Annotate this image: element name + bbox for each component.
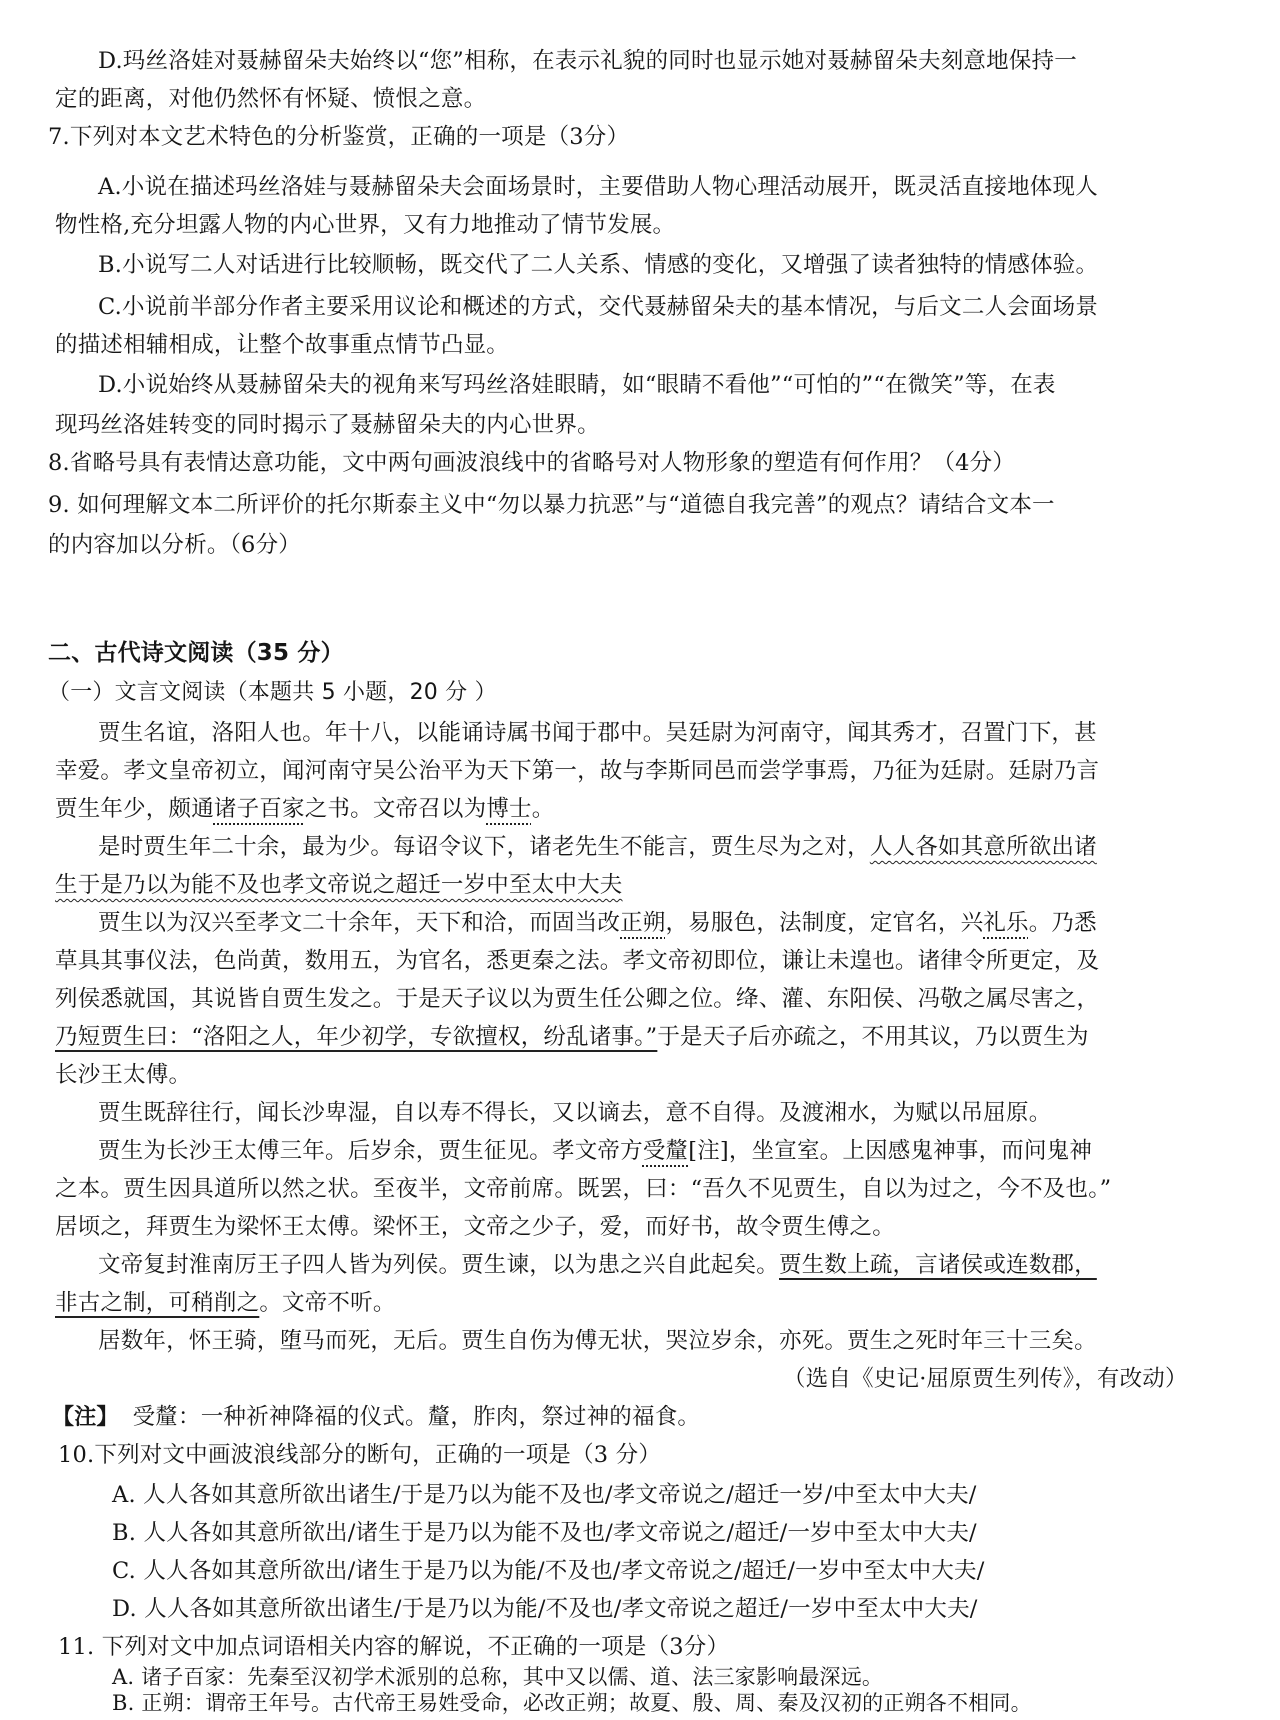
footnote-text: 受釐：一种祈神降福的仪式。釐，胙肉，祭过神的福食。 bbox=[132, 1404, 701, 1430]
passage-p6-line1 bbox=[98, 1250, 1097, 1280]
q11-option-b: B. 正朔：谓帝王年号。古代帝王易姓受命，必改正朔；故夏、殷、周、秦及汉初的正朔各不相同。 bbox=[112, 1691, 1032, 1715]
q7-stem: 7.下列对本文艺术特色的分析鉴赏，正确的一项是（3分） bbox=[48, 124, 630, 150]
passage-p3-line3: 列侯悉就国，其说皆自贾生发之。于是天子议以为贾生任公卿之位。绛、灌、东阳侯、冯敬之属尽害之， bbox=[55, 986, 1100, 1012]
q7-option-d-line1: D.小说始终从聂赫留朵夫的视角来写玛丝洛娃眼睛，如“眼睛不看他”“可怕的”“在微笑”等，在表 bbox=[98, 372, 1056, 398]
passage-text: ，易服色，法制度，定官名，兴 bbox=[665, 910, 984, 936]
footnote-label: 【注】 bbox=[52, 1405, 119, 1430]
q8-stem: 8.省略号具有表情达意功能，文中两句画波浪线中的省略号对人物形象的塑造有何作用？（4分） bbox=[48, 450, 1016, 476]
dotted-term-liyue: 礼乐 bbox=[983, 910, 1029, 936]
q10-option-b: B. 人人各如其意所欲出/诸生于是乃以为能不及也/孝文帝说之/超迁/一岁中至太中大夫/ bbox=[112, 1520, 977, 1546]
passage-p3-line4 bbox=[55, 1022, 1089, 1052]
passage-text: 。文帝不听。 bbox=[259, 1290, 396, 1316]
passage-p7: 居数年，怀王骑，堕马而死，无后。贾生自伤为傅无状，哭泣岁余，亦死。贾生之死时年三十三矣。 bbox=[98, 1328, 1097, 1354]
passage-text: 。 bbox=[531, 796, 555, 822]
q6-option-d-line1: D.玛丝洛娃对聂赫留朵夫始终以“您”相称，在表示礼貌的同时也显示她对聂赫留朵夫刻意地保持一 bbox=[98, 48, 1077, 74]
q10-option-c: C. 人人各如其意所欲出/诸生于是乃以为能/不及也/孝文帝说之/超迁/一岁中至太中大夫/ bbox=[112, 1558, 985, 1584]
q7-option-a-line1: A.小说在描述玛丝洛娃与聂赫留朵夫会面场景时，主要借助人物心理活动展开，既灵活直接地体现人 bbox=[98, 174, 1098, 200]
passage-p5-line2: 之本。贾生因具道所以然之状。至夜半，文帝前席。既罢，曰：“吾久不见贾生，自以为过之，今不及也。” bbox=[55, 1176, 1112, 1202]
dotted-term-zhengshuo: 正朔 bbox=[620, 910, 666, 936]
solid-underline-text: 贾生数上疏，言诸侯或连数郡， bbox=[779, 1252, 1097, 1278]
passage-p5-line3: 居顷之，拜贾生为梁怀王太傅。梁怀王，文帝之少子，爱，而好书，故令贾生傅之。 bbox=[55, 1214, 895, 1240]
passage-text: 是时贾生年二十余，最为少。每诏令议下，诸老先生不能言，贾生尽为之对， bbox=[98, 834, 870, 860]
passage-p2-line2 bbox=[55, 870, 623, 900]
q11-stem: 11. 下列对文中加点词语相关内容的解说，不正确的一项是（3分） bbox=[58, 1634, 730, 1660]
passage-text: 贾生以为汉兴至孝文二十余年，天下和洽，而固当改 bbox=[98, 910, 621, 936]
passage-text: 于是天子后亦疏之，不用其议，乃以贾生为 bbox=[657, 1024, 1089, 1050]
dotted-term-shouxi: 受釐 bbox=[642, 1138, 689, 1164]
passage-text: 贾生年少，颇通 bbox=[55, 796, 214, 822]
passage-p1-line3 bbox=[55, 794, 554, 824]
q7-option-c-line1: C.小说前半部分作者主要采用议论和概述的方式，交代聂赫留朵夫的基本情况，与后文二人会面场景 bbox=[98, 294, 1099, 320]
passage-p3-line1 bbox=[98, 908, 1097, 938]
passage-text: 贾生为长沙王太傅三年。后岁余，贾生征见。孝文帝方 bbox=[98, 1138, 643, 1164]
passage-text: 。乃悉 bbox=[1028, 910, 1097, 936]
section-2-subtitle: （一）文言文阅读（本题共 5 小题，20 分 ） bbox=[48, 680, 497, 705]
solid-underline-text: 非古之制，可稍削之 bbox=[55, 1290, 260, 1316]
passage-text: 之书。文帝召以为 bbox=[304, 796, 487, 822]
q9-stem-line2: 的内容加以分析。（6分） bbox=[48, 532, 301, 558]
passage-text: ，坐宣室。上因感鬼神事，而问鬼神 bbox=[728, 1138, 1093, 1164]
passage-p4: 贾生既辞往行，闻长沙卑湿，自以寿不得长，又以谪去，意不自得。及渡湘水，为赋以吊屈原。 bbox=[98, 1100, 1052, 1126]
note-marker: [注] bbox=[688, 1138, 729, 1164]
passage-p6-line2 bbox=[55, 1288, 396, 1318]
q7-option-d-line2: 现玛丝洛娃转变的同时揭示了聂赫留朵夫的内心世界。 bbox=[55, 412, 600, 438]
q10-option-a: A. 人人各如其意所欲出诸生/于是乃以为能不及也/孝文帝说之/超迁一岁/中至太中大夫/ bbox=[112, 1482, 977, 1508]
passage-p5-line1 bbox=[98, 1136, 1092, 1166]
wavy-underline-text: 生于是乃以为能不及也孝文帝说之超迁一岁中至太中大夫 bbox=[55, 872, 623, 898]
q11-option-a: A. 诸子百家：先秦至汉初学术派别的总称，其中又以儒、道、法三家影响最深远。 bbox=[112, 1665, 884, 1689]
passage-p3-line2: 草具其事仪法，色尚黄，数用五，为官名，悉更秦之法。孝文帝初即位，谦让未遑也。诸律令所更定，及 bbox=[55, 948, 1100, 974]
footnote bbox=[52, 1402, 700, 1433]
q6-option-d-line2: 定的距离，对他仍然怀有怀疑、愤恨之意。 bbox=[55, 86, 487, 112]
section-2-title: 二、古代诗文阅读（35 分） bbox=[48, 640, 344, 666]
q7-option-b: B.小说写二人对话进行比较顺畅，既交代了二人关系、情感的变化，又增强了读者独特的情感体验。 bbox=[98, 252, 1099, 278]
passage-source: （选自《史记·屈原贾生列传》，有改动） bbox=[783, 1366, 1188, 1392]
passage-p3-line5: 长沙王太傅。 bbox=[55, 1062, 192, 1088]
passage-p1-line1: 贾生名谊，洛阳人也。年十八，以能诵诗属书闻于郡中。吴廷尉为河南守，闻其秀才，召置门下，甚 bbox=[98, 720, 1097, 746]
q10-option-d: D. 人人各如其意所欲出诸生/于是乃以为能/不及也/孝文帝说之超迁/一岁中至太中大夫/ bbox=[112, 1596, 978, 1622]
passage-p2-line1 bbox=[98, 832, 1097, 862]
q9-stem-line1: 9. 如何理解文本二所评价的托尔斯泰主义中“勿以暴力抗恶”与“道德自我完善”的观点？请结合文本一 bbox=[48, 492, 1055, 518]
wavy-underline-text: 人人各如其意所欲出诸 bbox=[869, 834, 1097, 860]
dotted-term-zhuzi: 诸子百家 bbox=[213, 796, 305, 822]
dotted-term-boshi: 博士 bbox=[486, 796, 532, 822]
q7-option-a-line2: 物性格,充分坦露人物的内心世界，又有力地推动了情节发展。 bbox=[55, 212, 676, 238]
passage-text: 文帝复封淮南厉王子四人皆为列侯。贾生谏，以为患之兴自此起矣。 bbox=[98, 1252, 780, 1278]
solid-underline-text: 乃短贾生曰：“洛阳之人，年少初学，专欲擅权，纷乱诸事。” bbox=[55, 1024, 658, 1050]
passage-p1-line2: 幸爱。孝文皇帝初立，闻河南守吴公治平为天下第一，故与李斯同邑而尝学事焉，乃征为廷尉。廷尉乃言 bbox=[55, 758, 1100, 784]
q7-option-c-line2: 的描述相辅相成，让整个故事重点情节凸显。 bbox=[55, 332, 510, 358]
q10-stem: 10.下列对文中画波浪线部分的断句，正确的一项是（3 分） bbox=[58, 1442, 662, 1468]
